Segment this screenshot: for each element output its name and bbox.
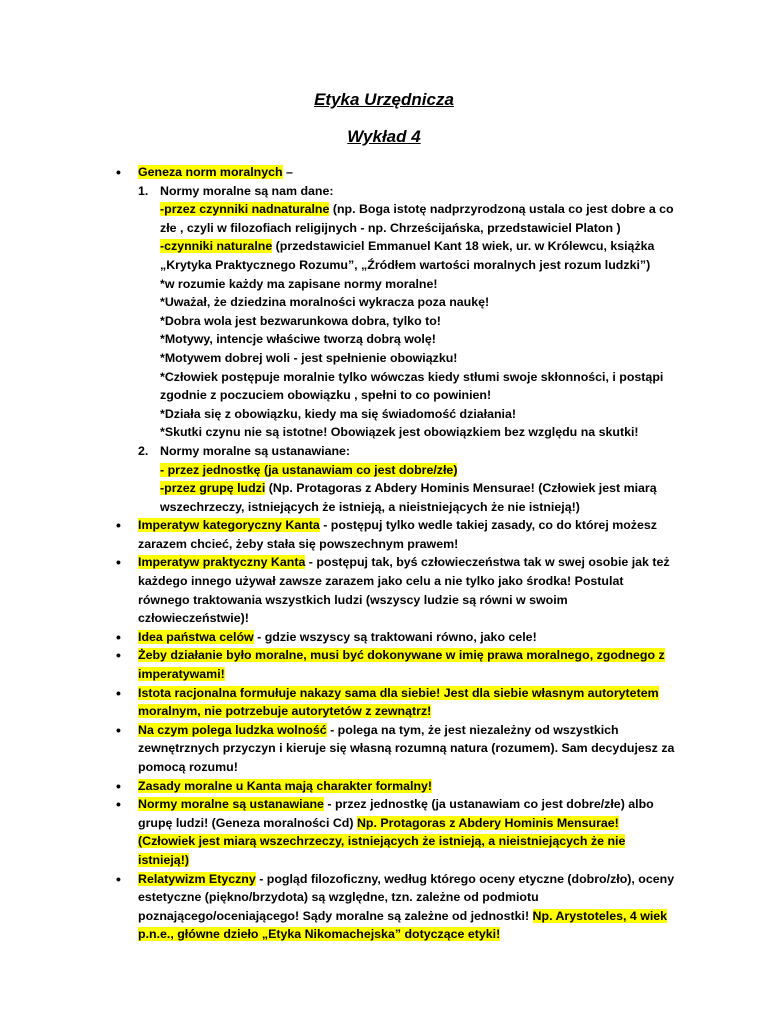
list-item: • Zasady moralne u Kanta mają charakter formalny! [116,777,676,796]
list-item: *w rozumie każdy ma zapisane normy moralne! [160,276,438,291]
list-item: - przez jednostkę (ja ustanawiam co jest dobre/złe) [160,462,458,477]
list-item: *Motywem dobrej woli - jest spełnienie obowiązku! [160,350,458,365]
list-item: -przez grupę ludzi (Np. Protagoras z Abdery Hominis Mensurae! (Człowiek jest miarą wszechrzeczy, istniejących że istnieją, a nieistniejących że nie istnieją!) [160,481,657,514]
document-content [116,163,676,944]
list-item: • Istota racjonalna formułuje nakazy sama dla siebie! Jest dla siebie własnym autorytetem moralnym, nie potrzebuje autorytetów z zewnątrz! [116,684,676,721]
list-item: -czynniki naturalne (przedstawiciel Emmanuel Kant 18 wiek, ur. w Królewcu, książka „Krytyka Praktycznego Rozumu”, „Źródłem wartości moralnych jest rozum ludzki”) [160,239,655,272]
list-item: • Geneza norm moralnych – [116,163,676,182]
list-item: • Imperatyw praktyczny Kanta - postępuj tak, byś człowieczeństwa tak w swej osobie jak też każdego innego używał zawsze zarazem jako celu a nie tylko jako środka! Postulat równego traktowania wszystkich ludzi (wszyscy ludzie są równi w swoim człowieczeństwie)! [116,553,676,627]
numbered-item: 1. Normy moralne są nam dane: [138,183,334,198]
list-item: • Na czym polega ludzka wolność - polega na tym, że jest niezależny od wszystkich zewnętrznych przyczyn i kieruje się własną rozumną natura (rozumem). Sam decydujesz za pomocą rozumu! [116,721,676,777]
lecture-subtitle: Wykład 4 [347,127,421,146]
document-title: Etyka Urzędnicza [314,90,454,109]
list-item: • Imperatyw kategoryczny Kanta - postępuj tylko wedle takiej zasady, co do której możesz zarazem chcieć, żeby stała się powszechnym prawem! [116,516,676,553]
list-item: *Człowiek postępuje moralnie tylko wówczas kiedy stłumi swoje skłonności, i postąpi zgodnie z poczuciem obowiązku , spełni to co powinien! [160,369,664,403]
list-item: *Motywy, intencje właściwe tworzą dobrą wolę! [160,332,436,347]
list-item: *Skutki czynu nie są istotne! Obowiązek jest obowiązkiem bez względu na skutki! [160,425,639,440]
list-item: • Żeby działanie było moralne, musi być dokonywane w imię prawa moralnego, zgodnego z imperatywami! [116,646,676,683]
list-item: *Uważał, że dziedzina moralności wykracza poza naukę! [160,295,490,310]
list-item: • Idea państwa celów - gdzie wszyscy są traktowani równo, jako cele! [116,628,676,647]
numbered-item: 2. Normy moralne są ustanawiane: [138,443,351,458]
list-item: • Relatywizm Etyczny - pogląd filozoficzny, według którego oceny etyczne (dobro/zło), oceny estetyczne (piękno/brzydota) są względne, tzn. zależne od podmiotu poznającego/oceniającego! Sądy moralne są zależne od jednostki! Np. Arystoteles, 4 wiek p.n.e., główne dzieło „Etyka Nikomachejska” dotyczące etyki! [116,870,676,944]
list-item: • Normy moralne są ustanawiane - przez jednostkę (ja ustanawiam co jest dobre/złe) albo grupę ludzi! (Geneza moralności Cd) Np. Protagoras z Abdery Hominis Mensurae! (Człowiek jest miarą wszechrzeczy, istniejących że istnieją, a nieistniejących że nie istnieją!) [116,795,676,869]
list-item: -przez czynniki nadnaturalne (np. Boga istotę nadprzyrodzoną ustala co jest dobre a co złe , czyli w filozofiach religijnych - np. Chrześcijańska, przedstawiciel Platon ) [160,202,674,235]
list-item: *Dobra wola jest bezwarunkowa dobra, tylko to! [160,313,441,328]
list-item: *Działa się z obowiązku, kiedy ma się świadomość działania! [160,406,517,421]
